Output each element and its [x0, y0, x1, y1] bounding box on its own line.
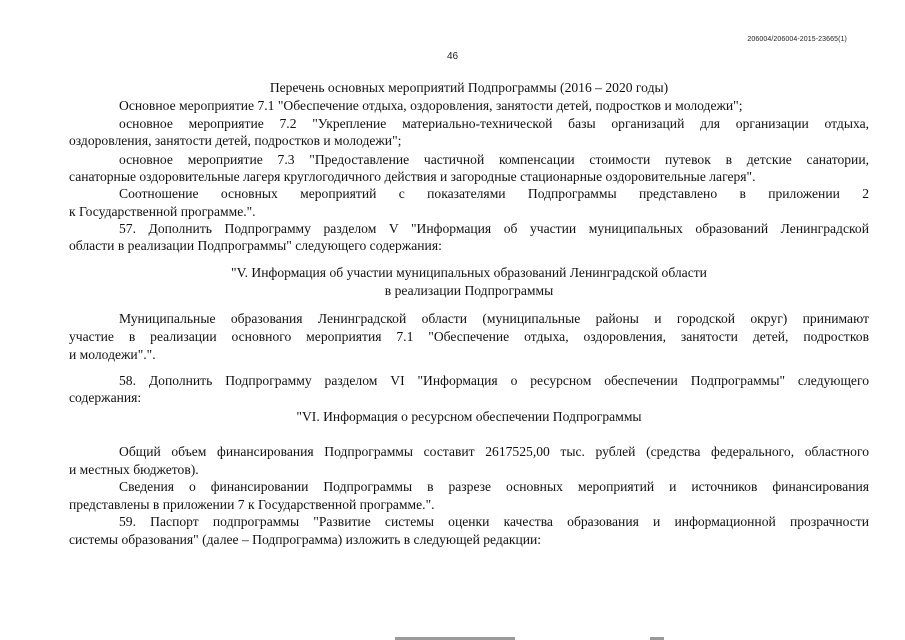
section-v-title-line-1: "V. Информация об участии муниципальных образований Ленинградской области: [231, 265, 707, 280]
municipal-line-3: и молодежи".".: [69, 347, 156, 362]
ratio-line-1: Соотношение основных мероприятий с показателями Подпрограммы представлено в приложении 2: [119, 186, 869, 201]
list-heading: Перечень основных мероприятий Подпрограммы (2016 – 2020 годы): [269, 80, 669, 95]
item-7-2-line-1: основное мероприятие 7.2 "Укрепление материально-технической базы организаций для организации отдыха,: [119, 116, 869, 131]
paragraph-57-line-2: области в реализации Подпрограммы" следующего содержания:: [69, 238, 442, 253]
paragraph-59-line-2: системы образования" (далее – Подпрограмма) изложить в следующей редакции:: [69, 532, 542, 547]
item-7-1: Основное мероприятие 7.1 "Обеспечение отдыха, оздоровления, занятости детей, подростков и молодежи";: [119, 98, 743, 113]
paragraph-57-line-1: 57. Дополнить Подпрограмму разделом V "Информация об участии муниципальных образований Ленинградской: [119, 221, 869, 236]
section-vi-title: "VI. Информация о ресурсном обеспечении Подпрограммы: [296, 409, 642, 424]
paragraph-58-line-2: содержания:: [69, 390, 142, 405]
paragraph-58-line-1: 58. Дополнить Подпрограмму разделом VI "Информация о ресурсном обеспечении Подпрограммы" следующего: [119, 373, 869, 388]
item-7-3-line-2: санаторные оздоровительные лагеря круглогодичного действия и загородные стационарные оздоровительные лагеря".: [69, 169, 756, 184]
info-line-1: Сведения о финансировании Подпрограммы в разрезе основных мероприятий и источников финансирования: [119, 479, 869, 494]
document-id: 206004/206004-2015-23665(1): [747, 36, 847, 43]
section-v-title-line-2: в реализации Подпрограммы: [384, 283, 554, 298]
page-number: 46: [446, 51, 459, 62]
item-7-2-line-2: оздоровления, занятости детей, подростков и молодежи";: [69, 133, 402, 148]
paragraph-59-line-1: 59. Паспорт подпрограммы "Развитие системы оценки качества образования и информационной прозрачности: [119, 514, 869, 529]
ratio-line-2: к Государственной программе.".: [69, 204, 256, 219]
municipal-line-2: участие в реализации основного мероприятия 7.1 "Обеспечение отдыха, оздоровления, занятости детей, подростков: [69, 329, 869, 344]
funding-line-2: и местных бюджетов).: [69, 462, 199, 477]
municipal-line-1: Муниципальные образования Ленинградской области (муниципальные районы и городской округ) принимают: [119, 311, 869, 326]
item-7-3-line-1: основное мероприятие 7.3 "Предоставление частичной компенсации стоимости путевок в детские санатории,: [119, 152, 869, 167]
info-line-2: представлены в приложении 7 к Государственной программе.".: [69, 497, 435, 512]
funding-line-1: Общий объем финансирования Подпрограммы составит 2617525,00 тыс. рублей (средства федерального, областного: [119, 444, 869, 459]
